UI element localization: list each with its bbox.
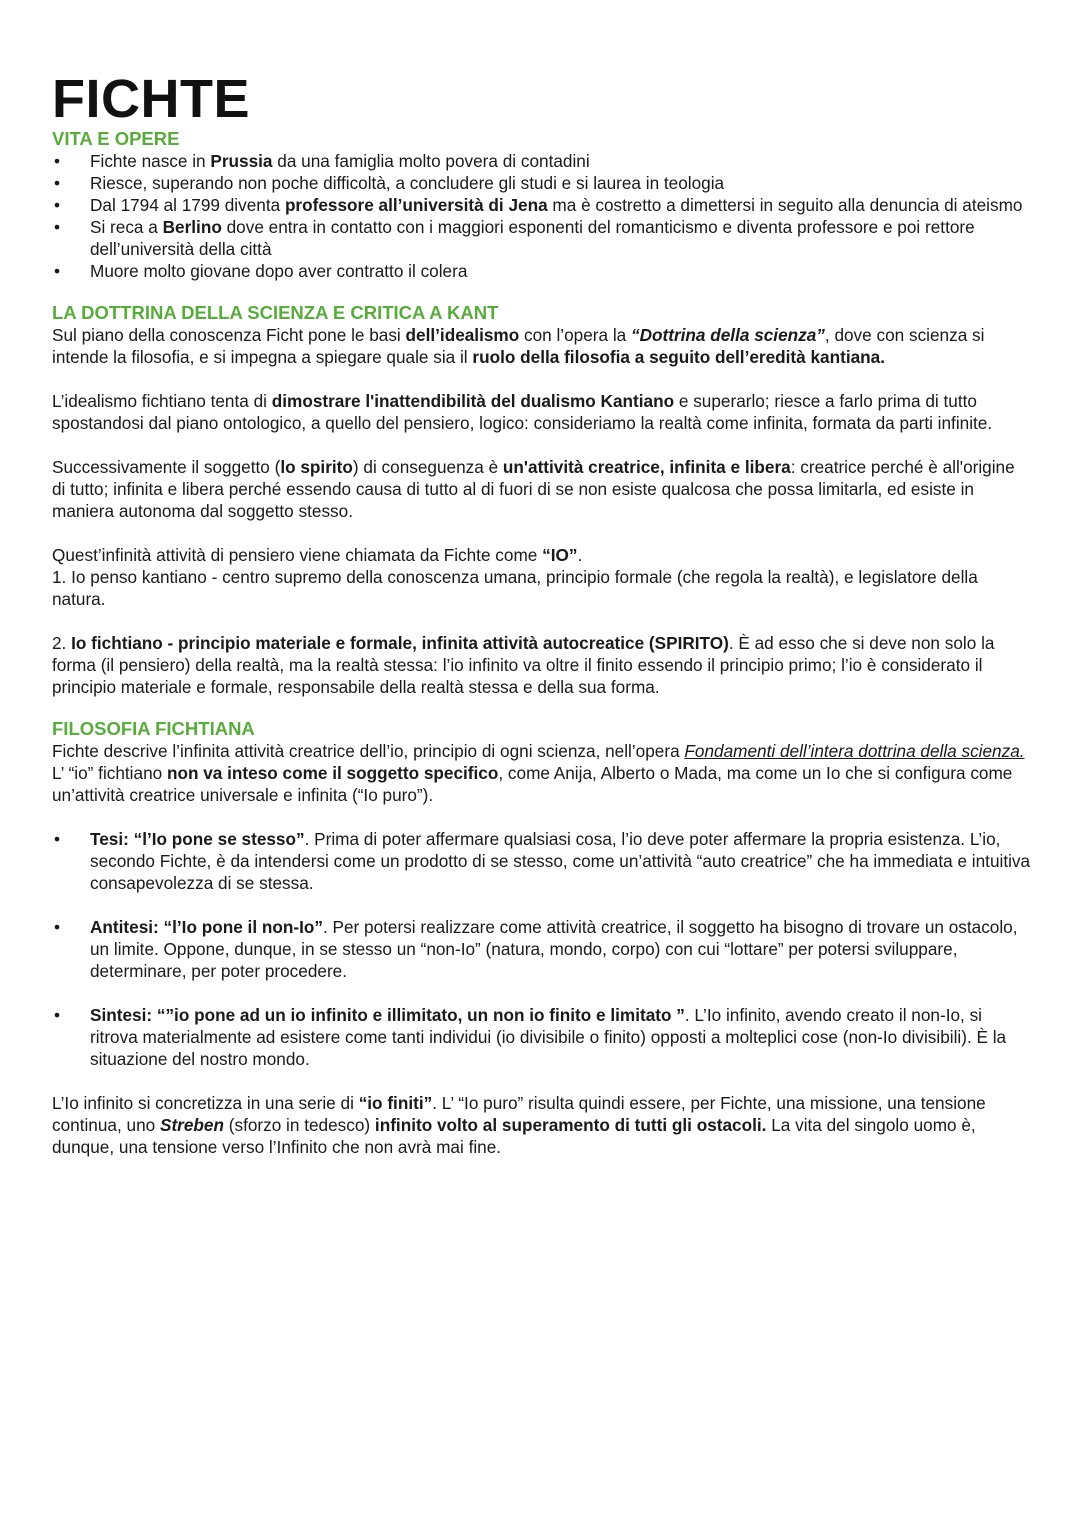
list-item: • Riesce, superando non poche difficoltà, a concludere gli studi e si laurea in teologia <box>52 172 1032 194</box>
list-item: • Tesi: “l’Io pone se stesso”. Prima di poter affermare qualsiasi cosa, l’io deve poter affermare la propria esistenza. L’io, secondo Fichte, è da intendersi come un prodotto di se stesso, come un’attività “auto creatrice” che ha immediata e intuitiva consapevolezza di se stessa. <box>52 828 1032 894</box>
page-title: FICHTE <box>52 69 250 129</box>
paragraph: Fichte descrive l’infinita attività creatrice dell’io, principio di ogni scienza, nell’opera Fondamenti dell’intera dottrina della scienza. <box>52 741 1025 761</box>
list-item: • Si reca a Berlino dove entra in contatto con i maggiori esponenti del romanticismo e diventa professore e poi rettore dell’università della città <box>52 216 1032 260</box>
paragraph: Sul piano della conoscenza Ficht pone le basi dell’idealismo con l’opera la “Dottrina della scienza”, dove con scienza si intende la filosofia, e si impegna a spiegare quale sia il ruolo della filosofia a seguito dell’eredità kantiana. <box>52 325 985 367</box>
paragraph: Quest’infinità attività di pensiero viene chiamata da Fichte come “IO”. <box>52 545 583 565</box>
paragraph: L’idealismo fichtiano tenta di dimostrare l'inattendibilità del dualismo Kantiano e superarlo; riesce a farlo prima di tutto spostandosi dal piano ontologico, a quello del pensiero, logico: consideriamo la realtà come infinita, formata da parti infinite. <box>52 391 993 433</box>
paragraph: L’Io infinito si concretizza in una serie di “io finiti”. L’ “Io puro” risulta quindi essere, per Fichte, una missione, una tensione continua, uno Streben (sforzo in tedesco) infinito volto al superamento di tutti gli ostacoli. La vita del singolo uomo è, dunque, una tensione verso l’Infinito che non avrà mai fine. <box>52 1093 986 1157</box>
paragraph: Successivamente il soggetto (lo spirito) di conseguenza è un'attività creatrice, infinita e libera: creatrice perché è all'origine di tutto; infinita e libera perché essendo causa di tutto al di fuori di se non esiste qualcosa che possa limitarla, ed esiste in maniera autonoma dal soggetto stesso. <box>52 457 1015 521</box>
list-item: • Muore molto giovane dopo aver contratto il colera <box>52 260 1032 282</box>
section-heading-filosofia: FILOSOFIA FICHTIANA <box>52 718 255 739</box>
list-item: • Sintesi: “”io pone ad un io infinito e illimitato, un non io finito e limitato ”. L’Io infinito, avendo creato il non-Io, si ritrova materialmente ad esistere come tanti individui (io divisibile o finito) opposti a molteplici cose (non-Io divisibili). È la situazione del nostro mondo. <box>52 1004 1032 1070</box>
list-item: • Dal 1794 al 1799 diventa professore all’università di Jena ma è costretto a dimettersi in seguito alla denuncia di ateismo <box>52 194 1032 216</box>
document-page <box>52 70 1032 1158</box>
section-heading-vita: VITA E OPERE <box>52 128 180 149</box>
bullet-list-vita <box>52 150 1032 282</box>
list-item: • Fichte nasce in Prussia da una famiglia molto povera di contadini <box>52 150 1032 172</box>
book-title-link: Fondamenti dell’intera dottrina della scienza. <box>684 741 1025 761</box>
paragraph: 2. Io fichtiano - principio materiale e formale, infinita attività autocreatice (SPIRITO). È ad esso che si deve non solo la forma (il pensiero) della realtà, ma la realtà stessa: l’io infinito va oltre il finito essendo il principio primo; l’io è considerato il principio materiale e formale, responsabile della realtà stessa e della sua forma. <box>52 633 995 697</box>
paragraph: L’ “io” fichtiano non va inteso come il soggetto specifico, come Anija, Alberto o Mada, ma come un Io che si configura come un’attività creatrice universale e infinita (“Io puro”). <box>52 763 1013 805</box>
list-item: • Antitesi: “l’Io pone il non-Io”. Per potersi realizzare come attività creatrice, il soggetto ha bisogno di trovare un ostacolo, un limite. Oppone, dunque, in se stesso un “non-Io” (natura, mondo, corpo) con cui “lottare” per potersi sviluppare, determinare, per poter procedere. <box>52 916 1032 982</box>
bullet-list-dialettica <box>52 828 1032 1070</box>
paragraph: 1. Io penso kantiano - centro supremo della conoscenza umana, principio formale (che regola la realtà), e legislatore della natura. <box>52 567 978 609</box>
section-heading-dottrina: LA DOTTRINA DELLA SCIENZA E CRITICA A KANT <box>52 302 499 323</box>
